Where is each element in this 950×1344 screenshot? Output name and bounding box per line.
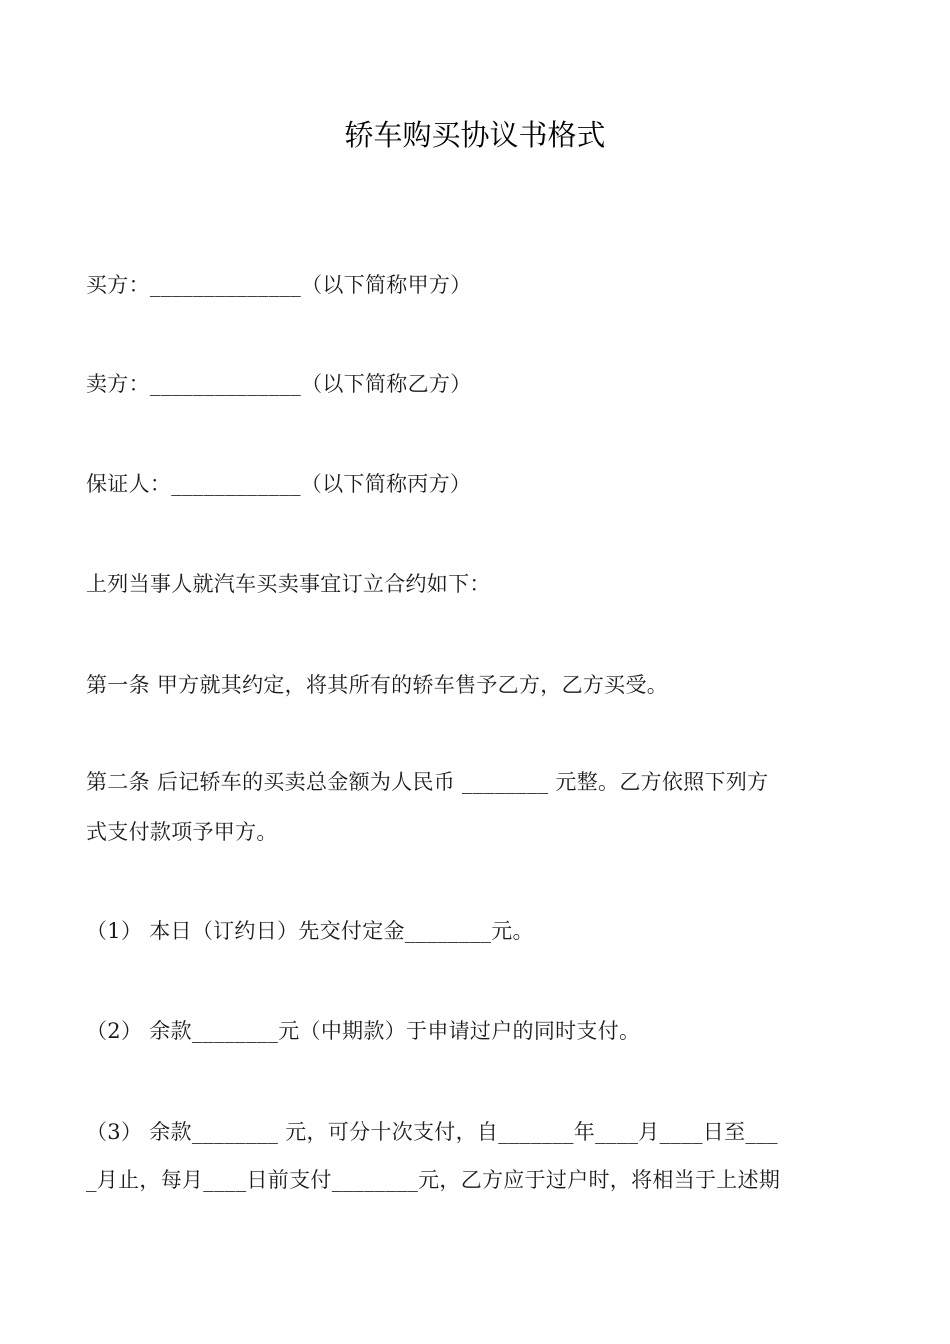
buyer-line: 买方：______________（以下简称甲方）: [86, 273, 472, 297]
document-title: 轿车购买协议书格式: [344, 118, 606, 152]
payment-item-3-line-1: （3） 余款________ 元，可分十次支付，自_______年____月____日至___: [86, 1120, 778, 1144]
preamble-line: 上列当事人就汽车买卖事宜订立合约如下：: [86, 572, 491, 596]
payment-item-3-line-2: _月止，每月____日前支付________元，乙方应于过户时，将相当于上述期: [86, 1168, 781, 1192]
guarantor-line: 保证人：____________（以下简称丙方）: [86, 472, 472, 496]
payment-item-2: （2） 余款________元（中期款）于申请过户的同时支付。: [86, 1019, 641, 1043]
article-2-line-2: 式支付款项予甲方。: [86, 820, 278, 844]
payment-item-1: （1） 本日（订约日）先交付定金________元。: [86, 919, 534, 943]
article-1: 第一条 甲方就其约定，将其所有的轿车售予乙方，乙方买受。: [86, 673, 669, 697]
seller-line: 卖方：______________（以下简称乙方）: [86, 372, 472, 396]
article-2-line-1: 第二条 后记轿车的买卖总金额为人民币 ________ 元整。乙方依照下列方: [86, 770, 769, 794]
